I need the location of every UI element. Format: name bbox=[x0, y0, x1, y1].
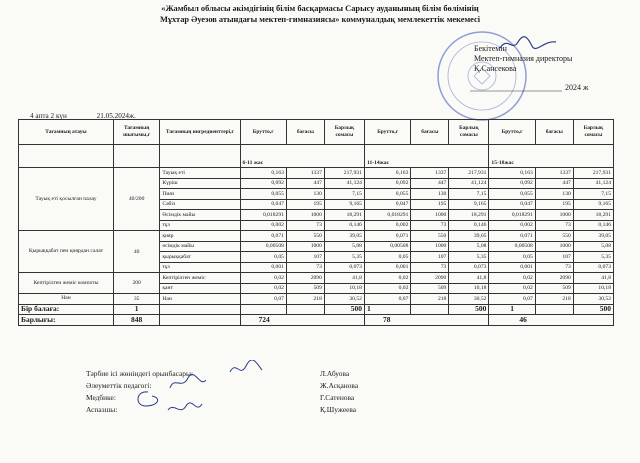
total-value-3: 78 bbox=[364, 315, 488, 326]
cell-value: 41,124 bbox=[449, 178, 489, 189]
cell-value: 107 bbox=[411, 252, 449, 263]
col-sum-3: Барлық сомасы bbox=[573, 120, 613, 145]
cell-value: 1000 bbox=[535, 210, 573, 221]
one-portion-count-2: 1 bbox=[364, 304, 410, 315]
cell-value: 0,02 bbox=[489, 283, 535, 294]
approval-title: Бекітемін bbox=[474, 44, 507, 53]
cell-value: 0,002 bbox=[240, 220, 286, 231]
ingredient-name: Өсімдік майы bbox=[160, 210, 240, 221]
cell-value: 0,092 bbox=[240, 178, 286, 189]
one-portion-row bbox=[19, 304, 614, 315]
footer-name-3: Г.Сатенова bbox=[320, 393, 355, 402]
cell-value: 447 bbox=[411, 178, 449, 189]
menu-table bbox=[18, 119, 614, 326]
cell-value: 0,146 bbox=[449, 220, 489, 231]
dish-name: Тауық еті қосылған палау bbox=[19, 168, 114, 231]
dish-portion: 40 bbox=[113, 231, 159, 273]
cell-value: 195 bbox=[535, 199, 573, 210]
cell-value: 0,163 bbox=[489, 168, 535, 179]
cell-value: 2090 bbox=[286, 273, 324, 284]
col-price-3: бағасы bbox=[535, 120, 573, 145]
cell-value: 550 bbox=[535, 231, 573, 242]
cell-value: 30,52 bbox=[449, 294, 489, 305]
age-group-3: 15-18жас bbox=[489, 145, 614, 168]
cell-value: 1000 bbox=[286, 210, 324, 221]
week-day: 4 апта 2 күн bbox=[30, 112, 67, 120]
dish-salad bbox=[19, 231, 614, 273]
cell-value: 218 bbox=[286, 294, 324, 305]
cell-value: 2090 bbox=[535, 273, 573, 284]
cell-value: 0,018291 bbox=[364, 210, 410, 221]
signature-4 bbox=[166, 400, 204, 418]
total-value-2: 724 bbox=[240, 315, 364, 326]
footer-role-4: Аспазшы: bbox=[86, 405, 118, 414]
ingredient-name: қырыққабат bbox=[160, 252, 240, 263]
cell-value: 9,165 bbox=[324, 199, 364, 210]
cell-value: 7,15 bbox=[449, 189, 489, 200]
col-brutto-1: Брутто,г bbox=[240, 120, 286, 145]
cell-value: 195 bbox=[411, 199, 449, 210]
header-line-1: «Жамбыл облысы әкімдігінің білім басқармасы Сарысу ауданының білім бөлімінің bbox=[161, 4, 479, 13]
dish-portion: 40/200 bbox=[113, 168, 159, 231]
cell-value: 0,00508 bbox=[240, 241, 286, 252]
cell-value: 130 bbox=[411, 189, 449, 200]
cell-value: 73 bbox=[286, 220, 324, 231]
ingredient-name: қант bbox=[160, 283, 240, 294]
cell-value: 0,047 bbox=[364, 199, 410, 210]
dish-portion: 200 bbox=[113, 273, 159, 294]
one-portion-count: 1 bbox=[113, 304, 159, 315]
cell-value: 509 bbox=[411, 283, 449, 294]
cell-value: 0,163 bbox=[364, 168, 410, 179]
cell-value: 0,001 bbox=[489, 262, 535, 273]
footer-role-2: Әлеуметтік педагогі: bbox=[86, 381, 152, 390]
col-dish-name: Тағамның атауы bbox=[19, 120, 114, 145]
cell-value: 30,52 bbox=[324, 294, 364, 305]
ingredient-name: қияр bbox=[160, 231, 240, 242]
ingredient-name: Күріш bbox=[160, 178, 240, 189]
cell-value: 0,092 bbox=[489, 178, 535, 189]
cell-value: 1000 bbox=[535, 241, 573, 252]
approval-year: 2024 ж bbox=[565, 83, 589, 92]
total-label: Барлығы: bbox=[19, 315, 114, 326]
cell-value: 41,124 bbox=[573, 178, 613, 189]
ingredient-name: тұз bbox=[160, 220, 240, 231]
cell-value: 18,291 bbox=[324, 210, 364, 221]
cell-value: 39,05 bbox=[324, 231, 364, 242]
cell-value: 73 bbox=[535, 262, 573, 273]
cell-value: 0,071 bbox=[364, 231, 410, 242]
cell-value: 0,047 bbox=[240, 199, 286, 210]
age-group-1: 6-11 жас bbox=[240, 145, 364, 168]
signature-1 bbox=[228, 360, 264, 378]
cell-value: 5,08 bbox=[324, 241, 364, 252]
footer-role-1: Тәрбие ісі жөніндегі орынбасары: bbox=[86, 369, 194, 378]
cell-value: 0,002 bbox=[489, 220, 535, 231]
table-row bbox=[19, 294, 614, 305]
cell-value: 0,073 bbox=[573, 262, 613, 273]
cell-value: 218 bbox=[535, 294, 573, 305]
ingredient-name: Нан bbox=[160, 294, 240, 305]
cell-value: 0,02 bbox=[364, 273, 410, 284]
cell-value: 0,00508 bbox=[364, 241, 410, 252]
cell-value: 5,08 bbox=[449, 241, 489, 252]
ingredient-name: тұз bbox=[160, 262, 240, 273]
cell-value: 130 bbox=[286, 189, 324, 200]
cell-value: 1337 bbox=[535, 168, 573, 179]
ingredient-name: өсімдік майы bbox=[160, 241, 240, 252]
cell-value: 0,092 bbox=[364, 178, 410, 189]
footer-role-3: Медбике: bbox=[86, 393, 116, 402]
cell-value: 30,52 bbox=[573, 294, 613, 305]
cell-value: 0,018291 bbox=[489, 210, 535, 221]
col-price-2: бағасы bbox=[411, 120, 449, 145]
footer-name-2: Ж.Асқанова bbox=[320, 381, 359, 390]
age-group-row bbox=[19, 145, 614, 168]
cell-value: 0,05 bbox=[489, 252, 535, 263]
cell-value: 509 bbox=[286, 283, 324, 294]
cell-value: 41,8 bbox=[573, 273, 613, 284]
cell-value: 218 bbox=[411, 294, 449, 305]
cell-value: 41,8 bbox=[449, 273, 489, 284]
signature-3 bbox=[132, 388, 164, 410]
cell-value: 0,001 bbox=[364, 262, 410, 273]
cell-value: 73 bbox=[411, 220, 449, 231]
one-portion-label: Бір балаға: bbox=[19, 304, 114, 315]
cell-value: 447 bbox=[535, 178, 573, 189]
cell-value: 1337 bbox=[411, 168, 449, 179]
cell-value: 0,047 bbox=[489, 199, 535, 210]
cell-value: 107 bbox=[535, 252, 573, 263]
total-row bbox=[19, 315, 614, 326]
cell-value: 73 bbox=[411, 262, 449, 273]
week-date: 21.05.2024ж. bbox=[96, 112, 136, 120]
total-value-1: 848 bbox=[113, 315, 159, 326]
cell-value: 0,02 bbox=[364, 283, 410, 294]
cell-value: 1000 bbox=[411, 241, 449, 252]
cell-value: 509 bbox=[535, 283, 573, 294]
director-signature bbox=[498, 34, 558, 54]
cell-value: 0,07 bbox=[240, 294, 286, 305]
cell-value: 1000 bbox=[411, 210, 449, 221]
cell-value: 0,073 bbox=[449, 262, 489, 273]
cell-value: 0,02 bbox=[489, 273, 535, 284]
cell-value: 0,05 bbox=[364, 252, 410, 263]
cell-value: 0,02 bbox=[240, 283, 286, 294]
cell-value: 73 bbox=[286, 262, 324, 273]
cell-value: 0,071 bbox=[489, 231, 535, 242]
one-portion-sum-2: 500 bbox=[449, 304, 489, 315]
ingredient-name: Сәбіз bbox=[160, 199, 240, 210]
cell-value: 5,08 bbox=[573, 241, 613, 252]
cell-value: 130 bbox=[535, 189, 573, 200]
dish-compote bbox=[19, 273, 614, 294]
dish-name: Кептірілген жеміс компоты bbox=[19, 273, 114, 294]
cell-value: 7,15 bbox=[573, 189, 613, 200]
cell-value: 107 bbox=[286, 252, 324, 263]
cell-value: 5,35 bbox=[449, 252, 489, 263]
one-portion-sum-1: 500 bbox=[324, 304, 364, 315]
cell-value: 0,02 bbox=[240, 273, 286, 284]
cell-value: 0,05 bbox=[240, 252, 286, 263]
table-row bbox=[19, 231, 614, 242]
col-brutto-3: Брутто,г bbox=[489, 120, 535, 145]
total-value-4: 46 bbox=[489, 315, 614, 326]
cell-value: 447 bbox=[286, 178, 324, 189]
col-sum-1: Барлық сомасы bbox=[324, 120, 364, 145]
cell-value: 10,18 bbox=[324, 283, 364, 294]
footer-name-4: Қ.Шужеева bbox=[320, 405, 357, 414]
cell-value: 0,163 bbox=[240, 168, 286, 179]
col-brutto-2: Брутто,г bbox=[364, 120, 410, 145]
cell-value: 550 bbox=[286, 231, 324, 242]
cell-value: 0,073 bbox=[324, 262, 364, 273]
dish-name: Нан bbox=[19, 294, 114, 305]
one-portion-count-3: 1 bbox=[489, 304, 535, 315]
cell-value: 41,124 bbox=[324, 178, 364, 189]
cell-value: 0,055 bbox=[240, 189, 286, 200]
cell-value: 0,055 bbox=[364, 189, 410, 200]
cell-value: 0,146 bbox=[573, 220, 613, 231]
cell-value: 1000 bbox=[286, 241, 324, 252]
cell-value: 41,8 bbox=[324, 273, 364, 284]
cell-value: 5,35 bbox=[573, 252, 613, 263]
cell-value: 5,35 bbox=[324, 252, 364, 263]
cell-value: 1337 bbox=[286, 168, 324, 179]
approval-director-name: Қ.Сансекова bbox=[474, 64, 517, 73]
col-portion: Тағамның шығымы,г bbox=[113, 120, 159, 145]
dish-name: Қырыққабат пен қиярдан салат bbox=[19, 231, 114, 273]
col-ingredients: Тағамның ингредиенттері,г bbox=[160, 120, 240, 145]
cell-value: 0,071 bbox=[240, 231, 286, 242]
cell-value: 550 bbox=[411, 231, 449, 242]
table-row bbox=[19, 168, 614, 179]
cell-value: 0,055 bbox=[489, 189, 535, 200]
cell-value: 0,001 bbox=[240, 262, 286, 273]
cell-value: 9,165 bbox=[573, 199, 613, 210]
cell-value: 217,931 bbox=[573, 168, 613, 179]
cell-value: 10,18 bbox=[573, 283, 613, 294]
cell-value: 195 bbox=[286, 199, 324, 210]
cell-value: 0,07 bbox=[489, 294, 535, 305]
cell-value: 0,00508 bbox=[489, 241, 535, 252]
dish-bread bbox=[19, 294, 614, 305]
one-portion-sum-3: 500 bbox=[573, 304, 613, 315]
cell-value: 0,002 bbox=[364, 220, 410, 231]
table-header bbox=[19, 120, 614, 145]
cell-value: 2090 bbox=[411, 273, 449, 284]
ingredient-name: Кептірілген жеміс bbox=[160, 273, 240, 284]
cell-value: 0,07 bbox=[364, 294, 410, 305]
col-sum-2: Барлық сомасы bbox=[449, 120, 489, 145]
ingredient-name: Тауық еті bbox=[160, 168, 240, 179]
date-line bbox=[470, 84, 562, 92]
col-price-1: бағасы bbox=[286, 120, 324, 145]
cell-value: 10,18 bbox=[449, 283, 489, 294]
cell-value: 39,05 bbox=[449, 231, 489, 242]
cell-value: 217,931 bbox=[324, 168, 364, 179]
cell-value: 73 bbox=[535, 220, 573, 231]
cell-value: 39,05 bbox=[573, 231, 613, 242]
cell-value: 9,165 bbox=[449, 199, 489, 210]
signature-2 bbox=[168, 374, 208, 392]
cell-value: 0,146 bbox=[324, 220, 364, 231]
approval-position: Мектеп-гимназия директоры bbox=[474, 54, 573, 63]
cell-value: 18,291 bbox=[449, 210, 489, 221]
cell-value: 18,291 bbox=[573, 210, 613, 221]
dish-pilaf bbox=[19, 168, 614, 231]
age-group-2: 11-14жас bbox=[364, 145, 488, 168]
header-line-2: Мұхтар Әуезов атындағы мектеп-гимназиясы» коммуналдық мемлекеттік мекемесі bbox=[159, 15, 481, 24]
cell-value: 7,15 bbox=[324, 189, 364, 200]
footer-name-1: Л.Абуова bbox=[320, 369, 350, 378]
cell-value: 0,018291 bbox=[240, 210, 286, 221]
dish-portion: 35 bbox=[113, 294, 159, 305]
table-row bbox=[19, 273, 614, 284]
cell-value: 217,931 bbox=[449, 168, 489, 179]
ingredient-name: Пияз bbox=[160, 189, 240, 200]
